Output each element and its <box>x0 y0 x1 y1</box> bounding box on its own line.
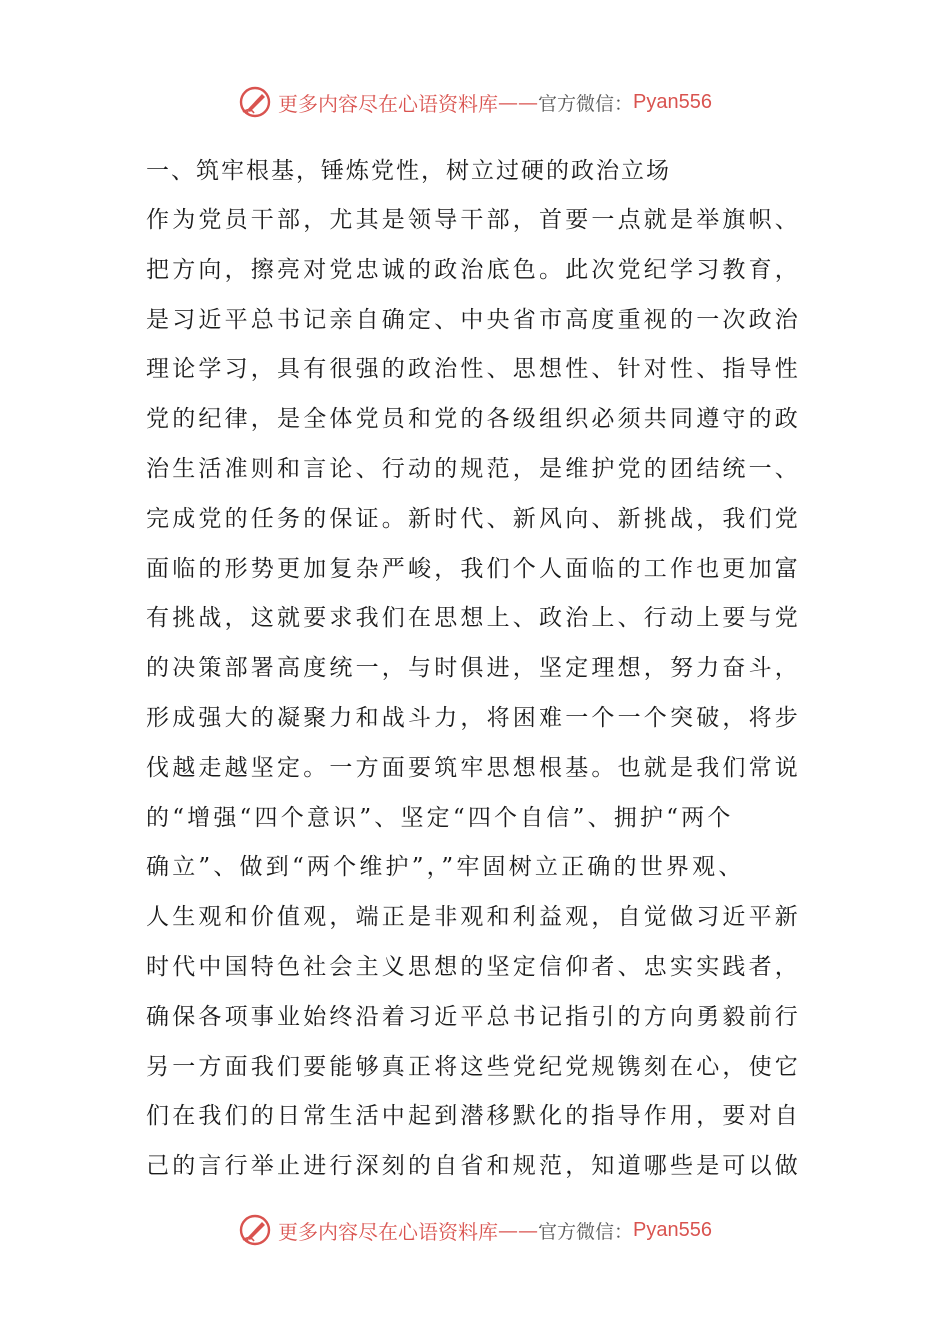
watermark-site: 更多内容尽在心语资料库 <box>278 1219 498 1244</box>
text-line: 确保各项事业始终沿着习近平总书记指引的方向勇毅前行 <box>146 1003 801 1030</box>
text-line: 们在我们的日常生活中起到潜移默化的指导作用，要对自 <box>146 1103 801 1130</box>
text-line: 治生活准则和言论、行动的规范，是维护党的团结统一、 <box>146 455 801 482</box>
watermark-id: Pyan556 <box>633 90 712 113</box>
watermark-site: 更多内容尽在心语资料库 <box>278 91 498 116</box>
text-line: 的决策部署高度统一，与时俱进，坚定理想，努力奋斗， <box>146 655 801 682</box>
text-line: 完成党的任务的保证。新时代、新风向、新挑战，我们党 <box>146 505 801 532</box>
text-line: 作为党员干部，尤其是领导干部，首要一点就是举旗帜、 <box>146 207 801 233</box>
text-line: 确立”、做到“两个维护”，”牢固树立正确的世界观、 <box>146 854 745 881</box>
watermark-label: 官方微信： <box>538 92 634 115</box>
paragraph <box>146 196 806 1192</box>
text-line: 面临的形势更加复杂严峻，我们个人面临的工作也更加富 <box>146 555 801 582</box>
text-line: 人生观和价值观，端正是非观和利益观，自觉做习近平新 <box>146 904 801 931</box>
footer-watermark <box>0 1210 950 1250</box>
section-heading: 一、筑牢根基，锤炼党性，树立过硬的政治立场 <box>146 158 671 184</box>
text-line: 把方向，擦亮对党忠诚的政治底色。此次党纪学习教育， <box>146 256 801 283</box>
watermark-label: 官方微信： <box>538 1220 634 1243</box>
document-body <box>146 146 806 1192</box>
text-line: 党的纪律，是全体党员和党的各级组织必须共同遵守的政 <box>146 406 801 433</box>
text-line: 有挑战，这就要求我们在思想上、政治上、行动上要与党 <box>146 605 801 632</box>
watermark-separator: —— <box>498 1218 538 1242</box>
pen-logo-icon <box>238 85 272 119</box>
pen-logo-icon <box>238 1213 272 1247</box>
text-line: 时代中国特色社会主义思想的坚定信仰者、忠实实践者， <box>146 953 801 980</box>
text-line: 的“增强“四个意识”、坚定“四个自信”、拥护“两个 <box>146 804 734 831</box>
text-line: 理论学习，具有很强的政治性、思想性、针对性、指导性 <box>146 356 801 383</box>
text-line: 另一方面我们要能够真正将这些党纪党规镌刻在心，使它 <box>146 1053 801 1080</box>
text-line: 伐越走越坚定。一方面要筑牢思想根基。也就是我们常说 <box>146 754 801 781</box>
text-line: 形成强大的凝聚力和战斗力，将困难一个一个突破，将步 <box>146 704 801 731</box>
watermark-id: Pyan556 <box>633 1218 712 1241</box>
text-line: 是习近平总书记亲自确定、中央省市高度重视的一次政治 <box>146 306 801 333</box>
header-watermark <box>0 82 950 122</box>
watermark-separator: —— <box>498 90 538 114</box>
text-line: 己的言行举止进行深刻的自省和规范，知道哪些是可以做 <box>146 1153 801 1180</box>
